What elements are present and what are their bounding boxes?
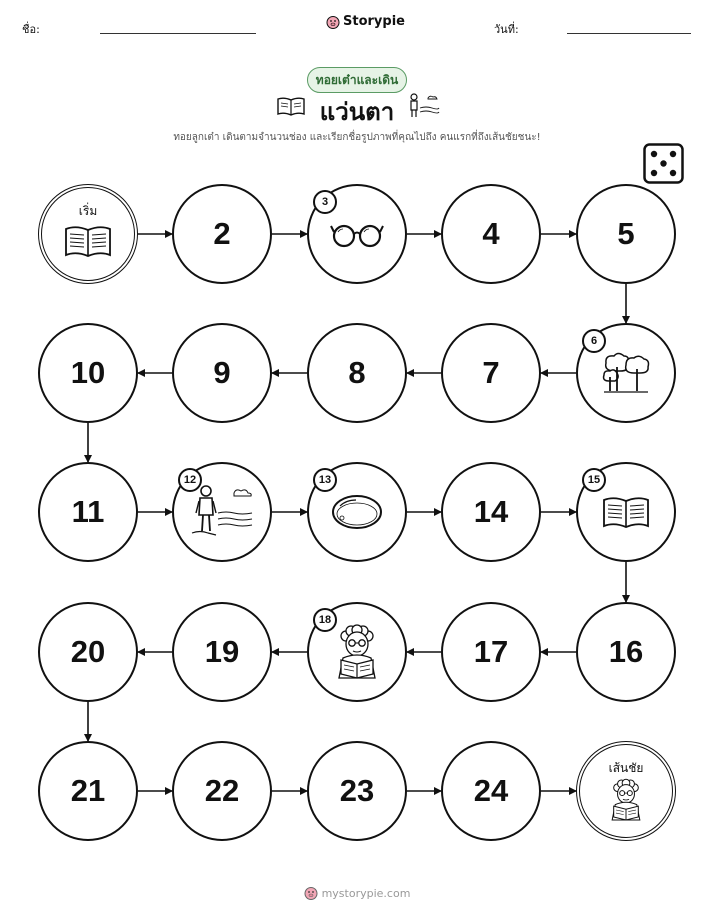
space-number-badge: 12 <box>178 468 202 492</box>
board-space-8 <box>307 323 407 423</box>
board-space-16 <box>576 602 676 702</box>
pig-mascot-icon <box>304 886 318 900</box>
space-number: 21 <box>70 773 106 808</box>
board-space-17 <box>441 602 541 702</box>
space-number-badge: 3 <box>313 190 337 214</box>
brand-name: Storypie <box>343 14 405 29</box>
lens-icon <box>330 492 384 532</box>
board-space-19 <box>172 602 272 702</box>
footer-url: mystorypie.com <box>321 886 411 900</box>
space-number-badge: 18 <box>313 608 337 632</box>
space-number: 9 <box>213 355 231 390</box>
space-number: 22 <box>204 773 240 808</box>
grandma-reading-icon <box>606 778 646 826</box>
start-label: เริ่ม <box>78 204 98 218</box>
board-space-4 <box>441 184 541 284</box>
glasses-icon <box>329 219 385 249</box>
board-space-2 <box>172 184 272 284</box>
board-space-5 <box>576 184 676 284</box>
space-number-badge: 6 <box>582 329 606 353</box>
name-label: ชื่อ: <box>22 23 40 36</box>
space-number: 4 <box>482 216 500 251</box>
space-number: 16 <box>608 634 644 669</box>
board-space-13 <box>307 462 407 562</box>
book-icon <box>63 223 113 263</box>
start-space <box>38 184 138 284</box>
board-space-24 <box>441 741 541 841</box>
space-number: 24 <box>473 773 509 808</box>
board-space-15 <box>576 462 676 562</box>
space-number: 23 <box>339 773 375 808</box>
date-label: วันที่: <box>494 23 519 36</box>
board-space-11 <box>38 462 138 562</box>
space-number: 5 <box>617 216 635 251</box>
finish-space <box>576 741 676 841</box>
space-number: 14 <box>473 494 509 529</box>
space-number-badge: 13 <box>313 468 337 492</box>
space-number: 10 <box>70 355 106 390</box>
game-type-badge: ทอยเต๋าและเดิน <box>307 67 407 93</box>
board-space-12 <box>172 462 272 562</box>
space-number: 8 <box>348 355 366 390</box>
board-space-6 <box>576 323 676 423</box>
man-at-sea-icon <box>190 483 254 541</box>
space-number: 11 <box>71 494 105 529</box>
board-space-14 <box>441 462 541 562</box>
space-number: 2 <box>213 216 231 251</box>
footer <box>0 886 714 900</box>
board-space-9 <box>172 323 272 423</box>
board-space-23 <box>307 741 407 841</box>
board-space-10 <box>38 323 138 423</box>
board-space-22 <box>172 741 272 841</box>
board-space-18 <box>307 602 407 702</box>
page-title: แว่นตา <box>319 98 395 126</box>
board-space-3 <box>307 184 407 284</box>
trees-icon <box>600 351 652 395</box>
space-number-badge: 15 <box>582 468 606 492</box>
space-number: 20 <box>70 634 106 669</box>
board-space-7 <box>441 323 541 423</box>
board-space-20 <box>38 602 138 702</box>
space-number: 17 <box>473 634 509 669</box>
grandma-reading-icon <box>331 624 383 680</box>
instructions: ทอยลูกเต๋า เดินตามจำนวนช่อง และเรียกชื่อรูปภาพที่คุณไปถึง คนแรกที่ถึงเส้นชัยชนะ! <box>173 132 541 143</box>
book-icon <box>601 494 651 530</box>
space-number: 19 <box>204 634 240 669</box>
space-number: 7 <box>482 355 500 390</box>
board-space-21 <box>38 741 138 841</box>
finish-label: เส้นชัย <box>608 761 644 775</box>
